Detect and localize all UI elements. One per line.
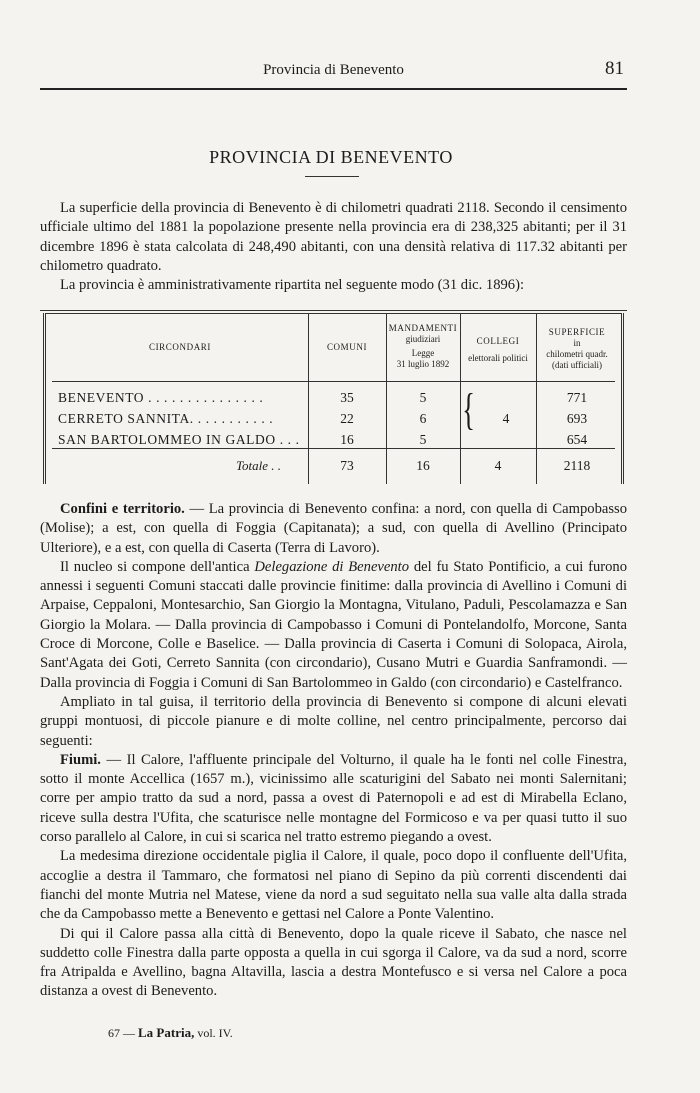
page-number: 81 [605,58,624,79]
total-superficie: 2118 [563,458,591,473]
table-cell-mandamenti: 5 [419,390,427,405]
header-rule [40,88,627,90]
intro-block [40,199,627,295]
intro-paragraph-1: La superficie della provincia di Benevento è di chilometri quadrati 2118. Secondo il censimento ufficiale ultimo del 1881 la popolazione presente nella provincia era di 238,325 abitanti; per il 31 dicembre 1896 è stata calcolata di 248,490 abitanti, con una densità relativa di 117.32 abitanti per chilometro quadrato. [40,200,627,274]
superficie-note: (dati ufficiali) [551,360,603,370]
work-title: La Patria, [138,1025,195,1040]
medesima-paragraph: La medesima direzione occidentale piglia il Calore, il quale, poco dopo il confluente dell'Ufita, accoglie a destra il Tammaro, che formatosi nel piano di Sepino da più correnti discendenti dai fianchi del monte Mutria nel Matese, viene da nord a sud seguitato nella sua valle alta dalla strada che da Campobasso mette a Benevento e gettasi nel Calore a Ponte Valentino. [40,848,627,923]
running-head [40,58,627,82]
table-right-border [621,313,624,484]
ampliato-paragraph: Ampliato in tal guisa, il territorio della provincia di Benevento si compone di alcuni elevati gruppi montuosi, di piccole pianure e di molte colline, nel centro principalmente, percorso dai seguenti: [40,693,627,749]
table-cell-comuni: 35 [340,390,354,405]
mandamenti-sub: giudiziari [405,334,441,344]
superficie-unit: chilometri quadr. [546,349,608,359]
section-heading-fiumi: Fiumi. [60,751,101,768]
table-cell-comuni: 22 [340,411,354,426]
table-cell-collegi-group: 4 [502,411,510,426]
title-rule [305,176,359,177]
table-top-rule [40,310,627,311]
table-cell-superficie: 693 [566,411,588,426]
superficie-label: SUPERFICIE [548,327,606,337]
nucleo-italic: Delegazione di Benevento [254,558,410,575]
body-text [40,500,627,1002]
col-header-superficie [536,327,618,371]
table-cell-superficie: 771 [566,390,588,405]
fiumi-text: — Il Calore, l'affluente principale del Volturno, il quale ha le fonti nel colle Finestra, sotto il monte Accellica (1657 m.), vicinissimo alle scaturigini del Sabato nei monti Salernitani; corre per ampio tratto da sud a nord, passa a ovest di Paternopoli e ad est di Mirabella Eclano, riceve sulla destra l'Ufita, che scaturisce nelle montagne del Formicoso e va per quasi tutto il suo corso parallelo al Calore, in cui si scarica nel tratto estremo piegando a ovest. [40,751,627,846]
superficie-in: in [573,338,581,348]
table-row-name: SAN BARTOLOMMEO IN GALDO . . . [58,432,300,447]
total-comuni: 73 [340,458,354,473]
table-cell-superficie: 654 [566,432,588,447]
signature-number: 67 — [108,1026,135,1040]
page-title: PROVINCIA DI BENEVENTO [209,147,453,167]
fiumi-paragraph [40,751,627,847]
nucleo-text-b: del fu Stato Pontificio, a cui furono annessi i seguenti Comuni staccati dalle provincie finitime: dalla provincia di Avellino i Comuni di Arpaise, Ceppaloni, Montesarchio, San Giorgio la Montagna, Vitulano, Paduli, Pescolamazza e San Giorgio la Molara. — Dalla provincia di Campobasso i Comuni di Pontelandolfo, Morcone, Santa Croce di Morcone, Colle e Baselice. — Dalla provincia di Caserta i Comuni di Solopaca, Airola, Sant'Agata dei Goti, Cerreto Sannita (con circondario), Cusano Mutri e Guardia Sanframondi. — Dalla provincia di Foggia i Comuni di San Bartolommeo in Galdo (con circondario) e Castelfranco. [40,558,627,691]
collegi-sub: elettorali politici [468,353,528,363]
col-header-comuni: COMUNI [326,342,368,352]
total-label: Totale . . [236,458,282,473]
col-header-mandamenti [386,323,460,370]
nucleo-text-a: Il nucleo si compone dell'antica [60,558,255,575]
total-row-rule [52,448,615,449]
footer-signature [108,1025,233,1041]
confini-paragraph [40,500,627,558]
collegi-label: COLLEGI [476,336,520,346]
total-mandamenti: 16 [416,458,430,473]
mandamenti-date: 31 luglio 1892 [396,359,450,369]
mandamenti-label: MANDAMENTI [388,323,458,333]
table-cell-mandamenti: 6 [419,411,427,426]
table-left-border [43,313,46,484]
header-row-rule [52,381,615,382]
confini-text: — La provincia di Benevento confina: a nord, con quella di Campobasso (Molise); a est, con quella di Foggia (Capitanata); a sud, con quella di Avellino (Principato Ulteriore), e a est, con quella di Caserta (Terra di Lavoro). [40,501,627,556]
volume-label: vol. IV. [197,1026,233,1040]
table-cell-mandamenti: 5 [419,432,427,447]
section-heading-confini: Confini e territorio. [60,501,185,517]
table-cell-comuni: 16 [340,432,354,447]
table-row-name: BENEVENTO . . . . . . . . . . . . . . . [58,390,264,405]
brace-symbol: { [462,385,475,434]
table-row-name: CERRETO SANNITA. . . . . . . . . . . [58,411,274,426]
circondari-table [40,310,627,484]
col-header-collegi [460,336,536,364]
nucleo-paragraph [40,558,627,693]
total-collegi: 4 [494,458,502,473]
col-header-circondari: CIRCONDARI [148,342,211,352]
intro-paragraph-2: La provincia è amministrativamente ripartita nel seguente modo (31 dic. 1896): [60,277,525,294]
running-title: Provincia di Benevento [263,62,404,78]
qui-paragraph: Di qui il Calore passa alla città di Benevento, dopo la quale riceve il Sabato, che nasce nel suddetto colle Finestra dalla parte opposta a quella in cui sgorga il Calore, va da sud a nord, scorre fra Atripalda e Avellino, bagna Altavilla, lascia a destra Montefusco e si versa nel Calore a poca distanza a ovest di Benevento. [40,925,627,1000]
mandamenti-law: Legge [411,348,435,358]
